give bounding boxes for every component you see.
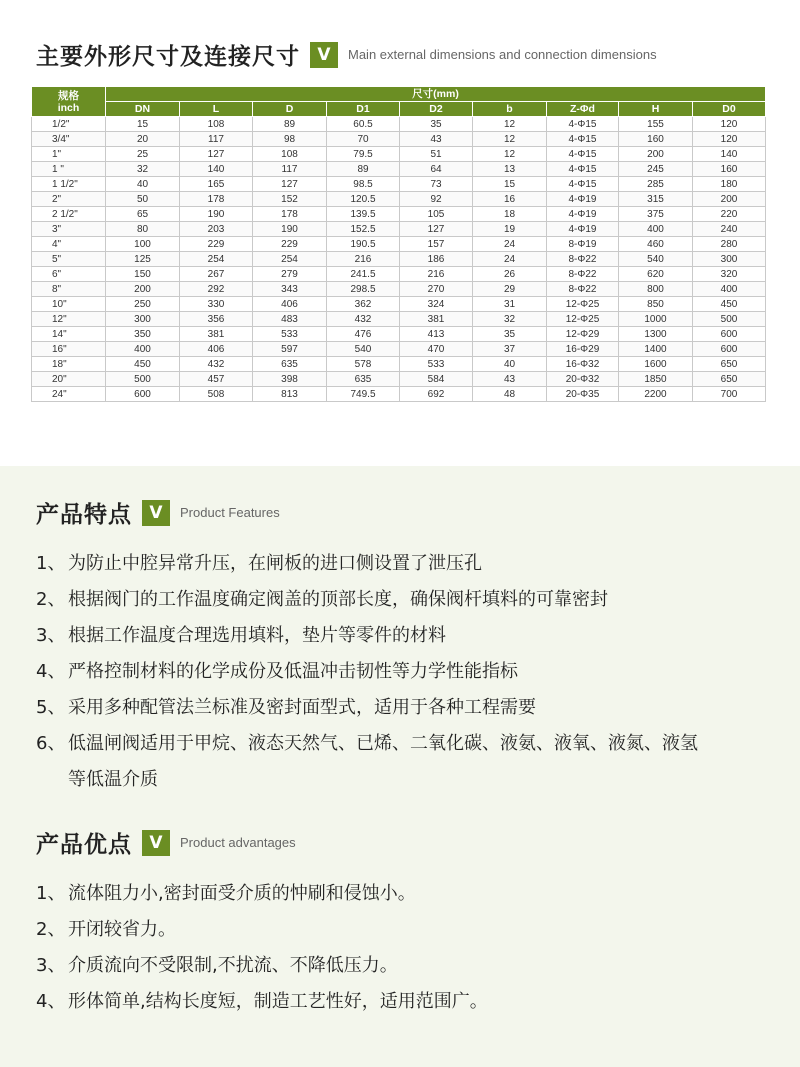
table-cell: 20-Φ32: [547, 372, 619, 387]
list-item: [36, 618, 698, 654]
table-row: [32, 357, 766, 372]
table-cell: 457: [180, 372, 253, 387]
size-cell: 1 1/2": [32, 177, 106, 192]
size-cell: 4": [32, 237, 106, 252]
table-cell: 300: [693, 252, 766, 267]
size-cell: 12": [32, 312, 106, 327]
table-row: [32, 342, 766, 357]
table-cell: 127: [180, 147, 253, 162]
table-cell: 298.5: [327, 282, 400, 297]
size-cell: 6": [32, 267, 106, 282]
advantages-heading: [36, 826, 296, 859]
size-cell: 5": [32, 252, 106, 267]
table-cell: 650: [693, 357, 766, 372]
dimensions-title-cn: 主要外形尺寸及连接尺寸: [36, 44, 300, 70]
table-cell: 98.5: [327, 177, 400, 192]
table-cell: 600: [693, 327, 766, 342]
list-item-number: 1、: [36, 883, 66, 904]
table-cell: 15: [473, 177, 547, 192]
table-cell: 150: [106, 267, 180, 282]
table-cell: 4-Φ19: [547, 222, 619, 237]
table-cell: 4-Φ15: [547, 162, 619, 177]
table-cell: 533: [253, 327, 327, 342]
table-cell: 324: [400, 297, 473, 312]
list-item-text: 根据阀门的工作温度确定阀盖的顶部长度，确保阀杆填料的可靠密封: [68, 589, 608, 610]
table-cell: 432: [180, 357, 253, 372]
size-cell: 3": [32, 222, 106, 237]
table-cell: 32: [106, 162, 180, 177]
list-item-text: 开闭较省力。: [68, 919, 176, 940]
table-cell: 120.5: [327, 192, 400, 207]
size-cell: 1 ": [32, 162, 106, 177]
table-cell: 200: [106, 282, 180, 297]
list-item: [36, 582, 698, 618]
table-cell: 98: [253, 132, 327, 147]
list-item-number: 3、: [36, 625, 66, 646]
table-cell: 190.5: [327, 237, 400, 252]
table-cell: 483: [253, 312, 327, 327]
table-cell: 450: [693, 297, 766, 312]
list-item-number: 3、: [36, 955, 66, 976]
list-item-text: 形体简单,结构长度短，制造工艺性好，适用范围广。: [68, 991, 488, 1012]
dimension-group-header: 尺寸(mm): [106, 87, 766, 102]
size-cell: 24": [32, 387, 106, 402]
table-cell: 398: [253, 372, 327, 387]
table-cell: 216: [400, 267, 473, 282]
list-item-continuation: [36, 762, 698, 798]
table-cell: 89: [327, 162, 400, 177]
table-cell: 51: [400, 147, 473, 162]
size-cell: 1": [32, 147, 106, 162]
features-title-cn: 产品特点: [36, 502, 132, 528]
table-cell: 813: [253, 387, 327, 402]
table-cell: 40: [106, 177, 180, 192]
table-cell: 157: [400, 237, 473, 252]
list-item-number: 2、: [36, 589, 66, 610]
advantages-title-cn: 产品优点: [36, 832, 132, 858]
table-cell: 229: [180, 237, 253, 252]
list-item: [36, 654, 698, 690]
size-cell: 1/2": [32, 117, 106, 132]
table-cell: 406: [253, 297, 327, 312]
table-cell: 16: [473, 192, 547, 207]
size-cell: 2 1/2": [32, 207, 106, 222]
table-cell: 180: [693, 177, 766, 192]
table-cell: 320: [693, 267, 766, 282]
table-cell: 540: [327, 342, 400, 357]
list-item-number: 4、: [36, 661, 66, 682]
table-cell: 4-Φ15: [547, 147, 619, 162]
size-cell: 2": [32, 192, 106, 207]
table-cell: 32: [473, 312, 547, 327]
table-cell: 12-Φ29: [547, 327, 619, 342]
table-cell: 343: [253, 282, 327, 297]
table-cell: 578: [327, 357, 400, 372]
table-cell: 400: [693, 282, 766, 297]
table-cell: 508: [180, 387, 253, 402]
table-cell: 279: [253, 267, 327, 282]
list-item-number: 5、: [36, 697, 66, 718]
table-row: [32, 207, 766, 222]
table-cell: 285: [619, 177, 693, 192]
table-cell: 25: [106, 147, 180, 162]
table-cell: 2200: [619, 387, 693, 402]
table-cell: 65: [106, 207, 180, 222]
advantages-list: [36, 876, 488, 1020]
table-cell: 18: [473, 207, 547, 222]
table-row: [32, 147, 766, 162]
table-cell: 240: [693, 222, 766, 237]
table-cell: 533: [400, 357, 473, 372]
list-item-text: 流体阻力小,密封面受介质的忡刷和侵蚀小。: [68, 883, 416, 904]
column-header: D0: [693, 102, 766, 117]
table-cell: 356: [180, 312, 253, 327]
column-header: DN: [106, 102, 180, 117]
lower-section: [0, 466, 800, 1067]
table-cell: 597: [253, 342, 327, 357]
table-cell: 48: [473, 387, 547, 402]
table-cell: 73: [400, 177, 473, 192]
table-cell: 64: [400, 162, 473, 177]
table-cell: 500: [693, 312, 766, 327]
table-cell: 13: [473, 162, 547, 177]
table-cell: 650: [693, 372, 766, 387]
table-row: [32, 312, 766, 327]
table-cell: 4-Φ15: [547, 177, 619, 192]
v-badge-icon: V: [142, 500, 170, 526]
list-item-number: [36, 762, 68, 798]
table-cell: 1300: [619, 327, 693, 342]
table-cell: 160: [693, 162, 766, 177]
table-cell: 406: [180, 342, 253, 357]
table-cell: 178: [180, 192, 253, 207]
table-cell: 127: [253, 177, 327, 192]
table-cell: 186: [400, 252, 473, 267]
list-item: [36, 546, 698, 582]
table-cell: 152.5: [327, 222, 400, 237]
table-cell: 280: [693, 237, 766, 252]
advantages-title-en: Product advantages: [180, 835, 296, 850]
table-cell: 105: [400, 207, 473, 222]
table-cell: 12: [473, 147, 547, 162]
table-cell: 8-Φ22: [547, 282, 619, 297]
table-row: [32, 387, 766, 402]
table-cell: 20: [106, 132, 180, 147]
table-cell: 254: [180, 252, 253, 267]
table-cell: 1600: [619, 357, 693, 372]
table-cell: 749.5: [327, 387, 400, 402]
table-cell: 241.5: [327, 267, 400, 282]
dimensions-table-body: [32, 117, 766, 402]
table-cell: 413: [400, 327, 473, 342]
table-cell: 250: [106, 297, 180, 312]
table-cell: 375: [619, 207, 693, 222]
table-cell: 139.5: [327, 207, 400, 222]
table-cell: 35: [473, 327, 547, 342]
table-cell: 700: [693, 387, 766, 402]
table-cell: 160: [619, 132, 693, 147]
list-item-number: 4、: [36, 991, 66, 1012]
table-cell: 800: [619, 282, 693, 297]
list-item-text: 低温闸阀适用于甲烷、液态天然气、已烯、二氧化碳、液氨、液氧、液氮、液氢: [68, 733, 698, 754]
table-row: [32, 282, 766, 297]
table-cell: 635: [327, 372, 400, 387]
table-cell: 270: [400, 282, 473, 297]
table-cell: 60.5: [327, 117, 400, 132]
list-item-text: 等低温介质: [68, 769, 158, 790]
table-row: [32, 297, 766, 312]
table-cell: 229: [253, 237, 327, 252]
table-cell: 400: [106, 342, 180, 357]
column-header: Z-Φd: [547, 102, 619, 117]
table-cell: 40: [473, 357, 547, 372]
table-cell: 120: [693, 117, 766, 132]
table-row: [32, 117, 766, 132]
list-item: [36, 984, 488, 1020]
list-item-text: 根据工作温度合理选用填料，垫片等零件的材料: [68, 625, 446, 646]
table-cell: 165: [180, 177, 253, 192]
table-cell: 216: [327, 252, 400, 267]
column-header: D2: [400, 102, 473, 117]
table-cell: 100: [106, 237, 180, 252]
table-cell: 20-Φ35: [547, 387, 619, 402]
table-cell: 4-Φ15: [547, 117, 619, 132]
column-header: D1: [327, 102, 400, 117]
dimensions-heading: [36, 38, 657, 71]
list-item-number: 2、: [36, 919, 66, 940]
table-cell: 600: [693, 342, 766, 357]
table-cell: 500: [106, 372, 180, 387]
table-row: [32, 252, 766, 267]
table-cell: 140: [180, 162, 253, 177]
table-cell: 200: [693, 192, 766, 207]
table-cell: 267: [180, 267, 253, 282]
column-header-row: [32, 102, 766, 117]
table-cell: 190: [180, 207, 253, 222]
table-cell: 43: [400, 132, 473, 147]
table-cell: 8-Φ22: [547, 252, 619, 267]
features-title-en: Product Features: [180, 505, 280, 520]
table-cell: 12: [473, 117, 547, 132]
table-cell: 292: [180, 282, 253, 297]
list-item: [36, 876, 488, 912]
table-cell: 476: [327, 327, 400, 342]
table-cell: 300: [106, 312, 180, 327]
table-cell: 92: [400, 192, 473, 207]
table-cell: 26: [473, 267, 547, 282]
table-cell: 1400: [619, 342, 693, 357]
table-row: [32, 177, 766, 192]
size-cell: 14": [32, 327, 106, 342]
table-cell: 460: [619, 237, 693, 252]
table-cell: 12-Φ25: [547, 297, 619, 312]
table-cell: 190: [253, 222, 327, 237]
dimensions-title-en: Main external dimensions and connection dimensions: [348, 47, 657, 62]
table-row: [32, 222, 766, 237]
table-cell: 692: [400, 387, 473, 402]
table-cell: 89: [253, 117, 327, 132]
list-item-text: 严格控制材料的化学成份及低温冲击韧性等力学性能指标: [68, 661, 518, 682]
table-cell: 8-Φ19: [547, 237, 619, 252]
table-cell: 31: [473, 297, 547, 312]
table-row: [32, 372, 766, 387]
column-header: H: [619, 102, 693, 117]
table-cell: 37: [473, 342, 547, 357]
table-cell: 254: [253, 252, 327, 267]
table-cell: 470: [400, 342, 473, 357]
dimensions-table: [31, 86, 766, 402]
table-cell: 178: [253, 207, 327, 222]
column-header: D: [253, 102, 327, 117]
list-item: [36, 726, 698, 762]
table-cell: 125: [106, 252, 180, 267]
table-cell: 152: [253, 192, 327, 207]
table-cell: 850: [619, 297, 693, 312]
table-cell: 4-Φ19: [547, 192, 619, 207]
column-header: L: [180, 102, 253, 117]
table-row: [32, 267, 766, 282]
table-cell: 24: [473, 237, 547, 252]
table-cell: 362: [327, 297, 400, 312]
list-item-text: 采用多种配管法兰标准及密封面型式，适用于各种工程需要: [68, 697, 536, 718]
features-heading: [36, 496, 280, 529]
table-cell: 70: [327, 132, 400, 147]
table-cell: 330: [180, 297, 253, 312]
table-cell: 24: [473, 252, 547, 267]
table-cell: 79.5: [327, 147, 400, 162]
table-cell: 400: [619, 222, 693, 237]
list-item: [36, 690, 698, 726]
table-cell: 29: [473, 282, 547, 297]
table-row: [32, 192, 766, 207]
table-cell: 245: [619, 162, 693, 177]
list-item-text: 为防止中腔异常升压，在闸板的进口侧设置了泄压孔: [68, 553, 482, 574]
table-cell: 220: [693, 207, 766, 222]
size-cell: 8": [32, 282, 106, 297]
list-item-number: 1、: [36, 553, 66, 574]
size-cell: 10": [32, 297, 106, 312]
list-item-number: 6、: [36, 733, 66, 754]
table-row: [32, 327, 766, 342]
table-cell: 35: [400, 117, 473, 132]
table-cell: 381: [180, 327, 253, 342]
dimensions-section: [0, 0, 800, 466]
table-cell: 350: [106, 327, 180, 342]
table-cell: 200: [619, 147, 693, 162]
table-cell: 16-Φ29: [547, 342, 619, 357]
list-item: [36, 948, 488, 984]
table-cell: 12: [473, 132, 547, 147]
list-item-text: 介质流向不受限制,不扰流、不降低压力。: [68, 955, 398, 976]
table-row: [32, 162, 766, 177]
table-cell: 381: [400, 312, 473, 327]
table-cell: 127: [400, 222, 473, 237]
table-cell: 140: [693, 147, 766, 162]
table-cell: 50: [106, 192, 180, 207]
table-cell: 432: [327, 312, 400, 327]
size-cell: 18": [32, 357, 106, 372]
table-cell: 108: [253, 147, 327, 162]
table-cell: 4-Φ15: [547, 132, 619, 147]
table-cell: 12-Φ25: [547, 312, 619, 327]
size-cell: 3/4": [32, 132, 106, 147]
table-cell: 600: [106, 387, 180, 402]
v-badge-icon: V: [310, 42, 338, 68]
table-cell: 1850: [619, 372, 693, 387]
table-cell: 43: [473, 372, 547, 387]
table-cell: 19: [473, 222, 547, 237]
size-header-en: inch: [57, 101, 80, 114]
table-cell: 155: [619, 117, 693, 132]
table-cell: 203: [180, 222, 253, 237]
table-cell: 635: [253, 357, 327, 372]
features-list: [36, 546, 698, 798]
table-cell: 80: [106, 222, 180, 237]
table-cell: 16-Φ32: [547, 357, 619, 372]
table-cell: 315: [619, 192, 693, 207]
table-cell: 117: [253, 162, 327, 177]
table-cell: 450: [106, 357, 180, 372]
size-header-cn: 规格: [58, 89, 79, 102]
table-cell: 120: [693, 132, 766, 147]
table-cell: 15: [106, 117, 180, 132]
table-cell: 117: [180, 132, 253, 147]
column-header: b: [473, 102, 547, 117]
size-header: [32, 87, 106, 117]
table-cell: 540: [619, 252, 693, 267]
table-cell: 108: [180, 117, 253, 132]
table-row: [32, 237, 766, 252]
table-cell: 1000: [619, 312, 693, 327]
table-cell: 620: [619, 267, 693, 282]
v-badge-icon: V: [142, 830, 170, 856]
table-cell: 8-Φ22: [547, 267, 619, 282]
table-cell: 584: [400, 372, 473, 387]
size-cell: 16": [32, 342, 106, 357]
table-cell: 4-Φ19: [547, 207, 619, 222]
table-row: [32, 132, 766, 147]
size-cell: 20": [32, 372, 106, 387]
list-item: [36, 912, 488, 948]
